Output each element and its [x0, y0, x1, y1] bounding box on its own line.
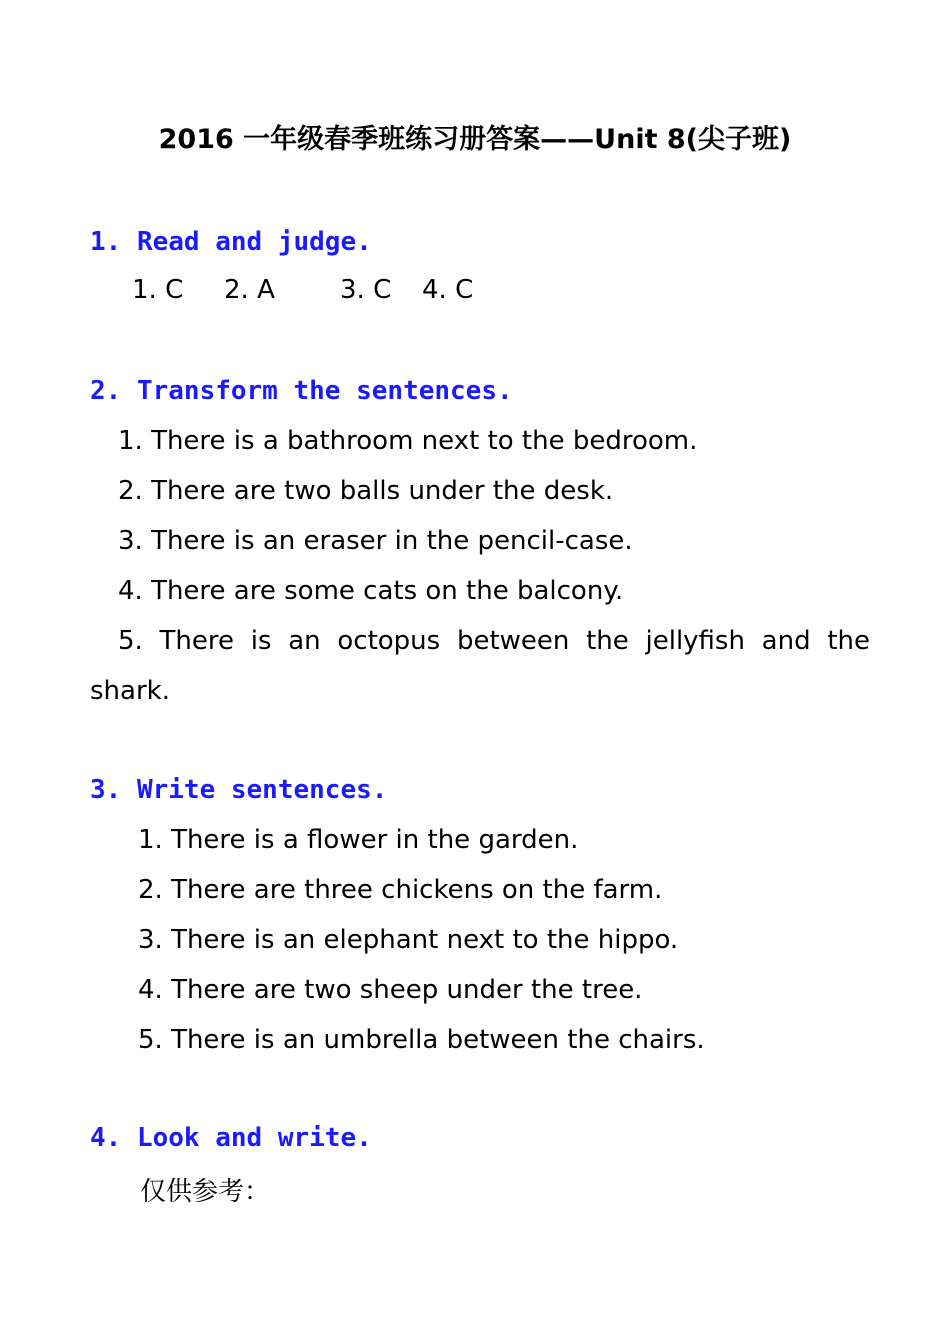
- answer-item: 2. A: [224, 275, 275, 305]
- sentence-item: 2. There are three chickens on the farm.: [138, 875, 663, 905]
- section-heading-read-and-judge: 1. Read and judge.: [90, 227, 372, 257]
- answer-item: 1. C: [132, 275, 184, 305]
- reference-note: 仅供参考：: [140, 1177, 271, 1207]
- answer-item: 4. C: [422, 275, 474, 305]
- page-title: 2016 一年级春季班练习册答案——Unit 8(尖子班): [158, 124, 792, 155]
- section-heading-transform-sentences: 2. Transform the sentences.: [90, 376, 513, 406]
- section-heading-look-and-write: 4. Look and write.: [90, 1123, 372, 1153]
- section-heading-write-sentences: 3. Write sentences.: [90, 775, 388, 805]
- sentence-item: 2. There are two balls under the desk.: [118, 476, 614, 506]
- sentence-item: 4. There are some cats on the balcony.: [118, 576, 624, 606]
- sentence-item: 3. There is an eraser in the pencil-case.: [118, 526, 633, 556]
- sentence-item-wrapped: 5. There is an octopus between the jellyfish and the shark.: [90, 626, 870, 706]
- sentence-item: 1. There is a bathroom next to the bedroom.: [118, 426, 698, 456]
- answer-item: 3. C: [340, 275, 392, 305]
- sentence-item: 3. There is an elephant next to the hippo.: [138, 925, 679, 955]
- sentence-item: 5. There is an umbrella between the chairs.: [138, 1025, 705, 1055]
- sentence-item: 4. There are two sheep under the tree.: [138, 975, 643, 1005]
- sentence-item: 1. There is a flower in the garden.: [138, 825, 579, 855]
